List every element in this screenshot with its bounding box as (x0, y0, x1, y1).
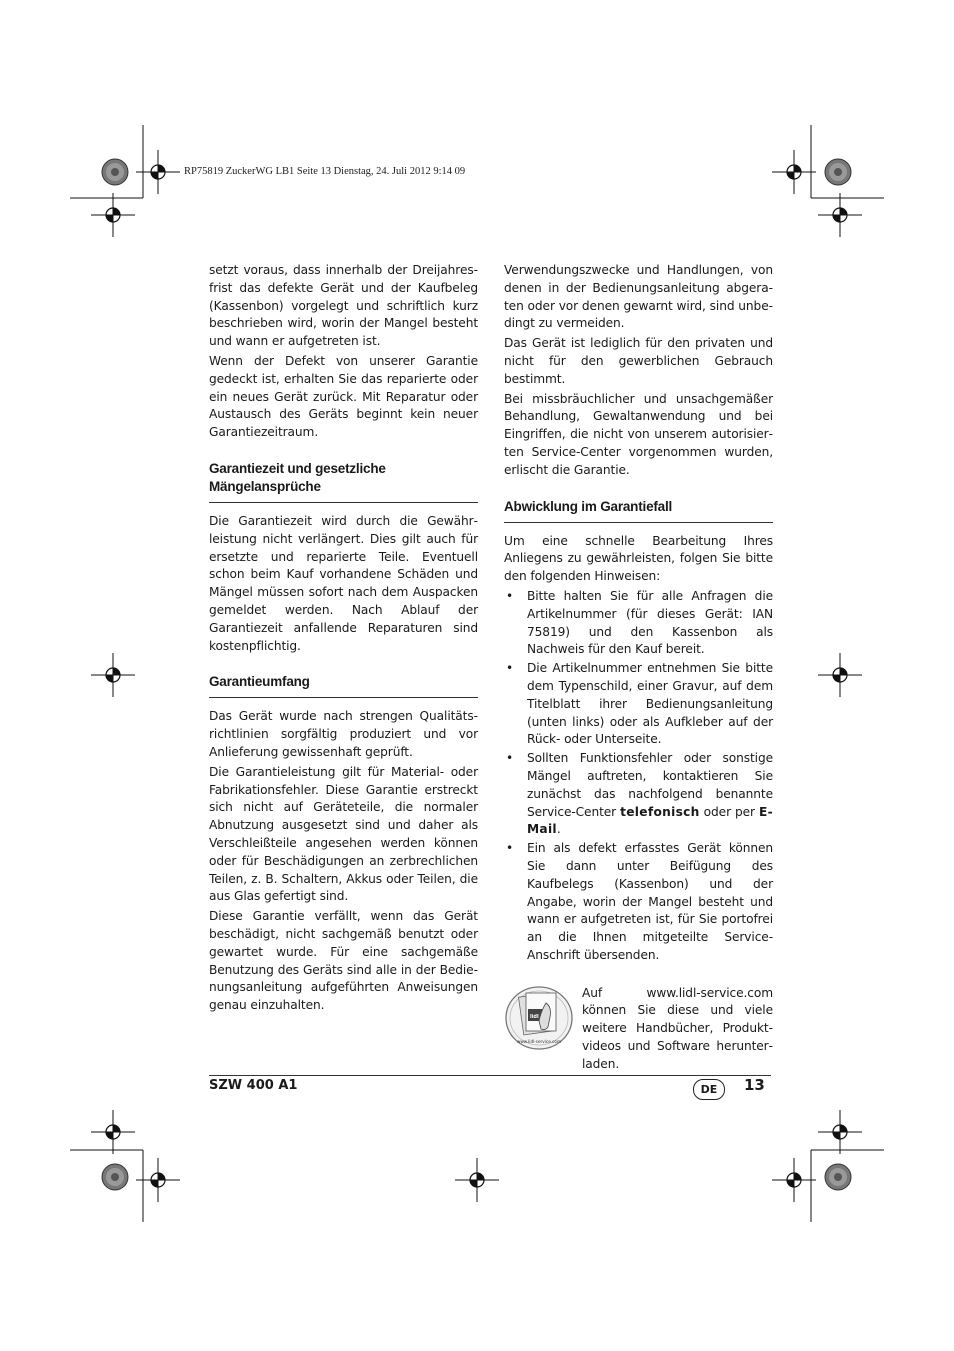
text-fragment: Sollten Funktionsfehler oder sonstige Mängel auftreten, kontaktieren Sie zunächst das nachfolgend benannte Service-Center (527, 751, 773, 819)
language-badge: DE (693, 1079, 725, 1100)
paragraph: Wenn der Defekt von unserer Garantie gedeckt ist, erhalten Sie das reparierte oder ein neues Gerät zurück. Mit Reparatur oder Austausch des Geräts beginnt kein neuer Garantiezeitraum. (209, 353, 478, 440)
paragraph: Verwendungszwecke und Handlungen, von denen in der Bedienungsanleitung abgeraten oder vor denen gewarnt wird, sind unbedingt zu vermeiden. (504, 263, 773, 331)
bullet-list (504, 588, 773, 965)
heading-warranty-period (209, 460, 478, 503)
list-item (504, 840, 773, 965)
phone-keyword: telefonisch (620, 804, 700, 819)
heading-line: Mängelansprüche (209, 478, 321, 494)
icon-tag-text: lidl (530, 1013, 539, 1020)
text-fragment: oder per (699, 804, 760, 819)
right-column (504, 262, 773, 1085)
paragraph: Um eine schnelle Bearbeitung Ihres Anliegens zu gewährleisten, folgen Sie bitte den folgenden Hinweisen: (504, 533, 773, 584)
service-info (504, 985, 773, 1085)
paragraph: Das Gerät wurde nach strengen Qualitätsrichtlinien sorgfältig produziert und vor Anlieferung gewissenhaft geprüft. (209, 709, 478, 759)
text-fragment: . (556, 822, 561, 837)
list-item (504, 750, 773, 839)
list-item-text: Ein als defekt erfasstes Gerät können Sie dann unter Beifügung des Kaufbelegs (Kassenbon) und der Angabe, worin der Mangel besteht und wann er aufgetreten ist, für Sie portofrei an die Ihnen mitgeteilte Service-Anschrift übersenden. (527, 841, 773, 962)
print-slug: RP75819 ZuckerWG LB1 Seite 13 Dienstag, 24. Juli 2012 9:14 09 (184, 166, 466, 177)
list-item-text (527, 751, 773, 836)
heading-warranty-scope: Garantieumfang (209, 673, 478, 698)
left-column (209, 262, 478, 1017)
paragraph: Die Garantieleistung gilt für Material- oder Fabrikationsfehler. Diese Garantie erstreckt sich nicht auf Geräteteile, die normaler Abnutzung ausgesetzt sind und daher als Verschleißteile angesehen werden können oder für Beschädigungen an zerbrechlichen Teilen, z. B. Schaltern, Akkus oder Teilen, die aus Glas gefertigt sind. (209, 764, 478, 904)
email-keyword: E-Mail (527, 804, 773, 837)
service-text: Auf www.lidl-service.com können Sie diese und viele weitere Handbücher, Produktvideos und Software herunterladen. (582, 985, 773, 1071)
list-item-text: Die Artikelnummer entnehmen Sie bitte dem Typenschild, einer Gravur, auf dem Titelblatt ihrer Bedienungsanleitung (unten links) oder als Aufkleber auf der Rück- oder Unterseite. (527, 661, 773, 747)
footer-divider (209, 1075, 771, 1076)
paragraph: Bei missbräuchlicher und unsachgemäßer Behandlung, Gewaltanwendung und bei Eingriffen, die nicht von unserem autorisierten Service-Center vorgenommen wurden, erlischt die Garantie. (504, 391, 773, 477)
page-number: 13 (744, 1076, 765, 1094)
paragraph: setzt voraus, dass innerhalb der Dreijahresfrist das defekte Gerät und der Kaufbeleg (Kassenbon) vorgelegt und schriftlich kurz beschrieben wird, worin der Mangel besteht und wann er aufgetreten ist. (209, 263, 478, 349)
heading-warranty-claims: Abwicklung im Garantiefall (504, 498, 773, 523)
list-item (504, 660, 773, 749)
icon-url-text: www.lidl-service.com (516, 1038, 562, 1044)
paragraph: Das Gerät ist lediglich für den privaten und nicht für den gewerblichen Gebrauch bestimmt. (504, 336, 773, 386)
list-item-text: Bitte halten Sie für alle Anfragen die Artikelnummer (für dieses Gerät: IAN 75819) und den Kassenbon als Nachweis für den Kauf bereit. (527, 588, 773, 657)
lidl-service-download-icon (504, 985, 574, 1051)
paragraph: Die Garantiezeit wird durch die Gewährleistung nicht verlängert. Dies gilt auch für ersetzte und reparierte Teile. Eventuell schon beim Kauf vorhandene Schäden und Mängel müssen sofort nach dem Auspacken gemeldet werden. Nach Ablauf der Garantiezeit anfallende Reparaturen sind kostenpflichtig. (209, 513, 478, 653)
bullet-icon: • (506, 588, 514, 603)
bullet-icon: • (506, 841, 514, 856)
list-item (504, 588, 773, 659)
model-number: SZW 400 A1 (209, 1078, 298, 1093)
bullet-icon: • (506, 751, 514, 766)
heading-line: Garantiezeit und gesetzliche (209, 460, 386, 476)
paragraph: Diese Garantie verfällt, wenn das Gerät beschädigt, nicht sachgemäß benutzt oder gewartet wurde. Für eine sachgemäße Benutzung des Geräts sind alle in der Bedienungsanleitung aufgeführten Anweisungen genau einzuhalten. (209, 909, 478, 1013)
bullet-icon: • (506, 661, 514, 676)
